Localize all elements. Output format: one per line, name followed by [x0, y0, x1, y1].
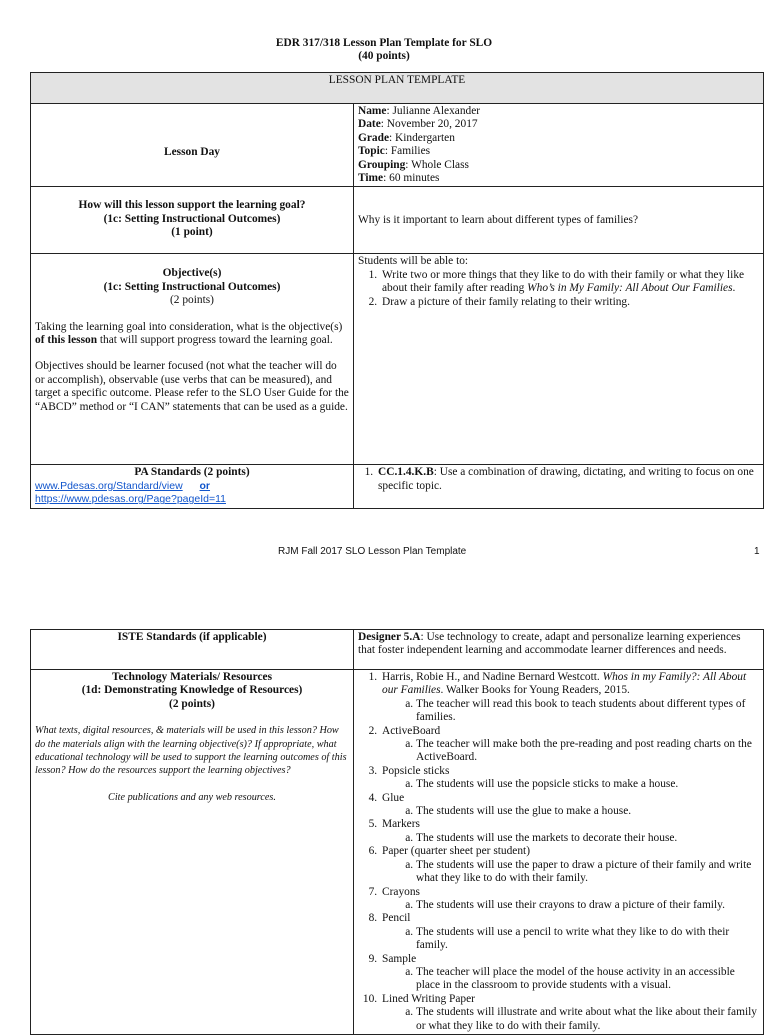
resource-item: 9. Sample a. The teacher will place the model of the house activity in an accessible place in the classroom to provide students with a visual. [380, 953, 759, 993]
lesson-day-label [31, 104, 354, 187]
pa-standards-label-cell [31, 465, 354, 509]
time-line: Time: 60 minutes [358, 172, 440, 185]
iste-label: ISTE Standards (if applicable) [117, 631, 267, 643]
pa-standards-title: PA Standards (2 points) [134, 466, 250, 479]
pa-standards-list [358, 466, 759, 493]
resource-usage: a. The students will use the glue to make a house. [416, 805, 759, 818]
topic-line: Topic: Families [358, 145, 431, 158]
resource-item: 1. Harris, Robie H., and Nadine Bernard Westcott. Whos in my Family?: All About our Families. Walker Books for Young Readers, 2015. a. The teacher will read this book to teach students about different types of families. [380, 671, 759, 725]
objective-item: 2. Draw a picture of their family relating to their writing. [380, 296, 759, 309]
resource-item: 3. Popsicle sticks a. The students will use the popsicle sticks to make a house. [380, 765, 759, 792]
resources-list [358, 671, 759, 1033]
resource-sublist [382, 859, 759, 886]
name-line: Name: Julianne Alexander [358, 105, 481, 117]
pa-standard-item: 1. CC.1.4.K.B: Use a combination of drawing, dictating, and writing to focus on one specific topic. [376, 466, 759, 493]
document-points: (40 points) [358, 50, 410, 62]
resource-item: 10. Lined Writing Paper a. The students will illustrate and write about what the like about their family or what they like to do with their family. [380, 993, 759, 1033]
resource-sublist [382, 899, 759, 912]
resource-usage: a. The teacher will place the model of the house activity in an accessible place in the classroom to provide students with a visual. [416, 966, 759, 993]
resource-item: 2. ActiveBoard a. The teacher will make both the pre-reading and post reading charts on the ActiveBoard. [380, 725, 759, 765]
iste-text: : Use technology to create, adapt and personalize learning experiences that foster independent learning and accommodate learner differences and needs. [358, 631, 741, 657]
objectives-title: Objective(s) [162, 267, 222, 280]
date-line: Date: November 20, 2017 [358, 118, 478, 131]
objectives-guidance: Objectives should be learner focused (not what the teacher will do or accomplish), observable (use verbs that can be measured), and target a specific outcome. Please refer to the SLO User Guide for the “ABCD” method or “I CAN” statements that can be used as a guide. [35, 360, 349, 413]
resource-item: 4. Glue a. The students will use the glue to make a house. [380, 792, 759, 819]
or-text: or [199, 479, 211, 492]
learning-goal-label [31, 187, 354, 254]
page-number: 1 [754, 546, 760, 557]
learning-goal-points: (1 point) [171, 226, 213, 239]
learning-goal-answer [354, 187, 764, 254]
iste-content-cell [354, 630, 764, 670]
resource-item: 7. Crayons a. The students will use their crayons to draw a picture of their family. [380, 886, 759, 913]
resource-sublist [382, 926, 759, 953]
objectives-subtitle: (1c: Setting Instructional Outcomes) [103, 280, 281, 293]
resource-sublist [382, 698, 759, 725]
pdesas-page-link[interactable]: https://www.pdesas.org/Page?pageId=11 [35, 493, 226, 506]
tech-label-cell [31, 670, 354, 1035]
objectives-instructions: Taking the learning goal into consideration, what is the objective(s) of this lesson that will support progress toward the learning goal. [35, 320, 343, 347]
resource-sublist [382, 966, 759, 993]
grade-line: Grade: Kindergarten [358, 131, 455, 144]
resource-usage: a. The students will use the markets to decorate their house. [416, 832, 759, 845]
resource-sublist [382, 1006, 759, 1033]
page-footer: RJM Fall 2017 SLO Lesson Plan Template [278, 546, 467, 557]
objective-item: 1. Write two or more things that they like to do with their family or what they like about their family after reading Who’s in My Family: All About Our Families. [380, 269, 759, 296]
objectives-intro: Students will be able to: [358, 255, 469, 268]
resource-sublist [382, 778, 759, 791]
lesson-plan-table [30, 72, 764, 509]
resource-usage: a. The students will use their crayons to draw a picture of their family. [416, 899, 759, 912]
objectives-points: (2 points) [170, 294, 214, 307]
resource-item: 6. Paper (quarter sheet per student) a. The students will use the paper to draw a picture of their family and write what they like to do with their family. [380, 845, 759, 885]
resource-sublist [382, 832, 759, 845]
resource-usage: a. The students will use a pencil to write what they like to do with their family. [416, 926, 759, 953]
resource-sublist [382, 738, 759, 765]
resources-table [30, 629, 764, 1035]
learning-goal-answer-text: Why is it important to learn about different types of families? [358, 213, 639, 226]
lesson-plan-header [31, 73, 764, 104]
resource-usage: a. The teacher will read this book to teach students about different types of families. [416, 698, 759, 725]
resource-usage: a. The teacher will make both the pre-reading and post reading charts on the ActiveBoard. [416, 738, 759, 765]
resource-usage: a. The students will illustrate and write about what the like about their family or what they like to do with their family. [416, 1006, 759, 1033]
iste-code: Designer 5.A [358, 631, 421, 643]
learning-goal-subtitle: (1c: Setting Instructional Outcomes) [103, 212, 281, 225]
resource-item: 8. Pencil a. The students will use a pencil to write what they like to do with their family. [380, 912, 759, 952]
lesson-day-text: Lesson Day [163, 146, 220, 158]
learning-goal-question: How will this lesson support the learning goal? [78, 199, 306, 212]
resource-sublist [382, 805, 759, 818]
resource-item: 5. Markers a. The students will use the markets to decorate their house. [380, 818, 759, 845]
pdesas-standard-link[interactable]: www.Pdesas.org/Standard/view [35, 479, 183, 492]
tech-points: (2 points) [169, 697, 215, 710]
objectives-label-cell [31, 254, 354, 465]
lesson-info-cell [354, 104, 764, 187]
tech-description: What texts, digital resources, & materials will be used in this lesson? How do the materials align with the learning objective(s)? If appropriate, what educational technology will be used to support the learning outcomes of this lesson? How do the resources support the learning objectives? [35, 725, 347, 777]
objectives-content-cell [354, 254, 764, 465]
grouping-line: Grouping: Whole Class [358, 158, 469, 171]
tech-cite-note: Cite publications and any web resources. [108, 791, 276, 803]
iste-label-cell [31, 630, 354, 670]
lesson-plan-header-text: LESSON PLAN TEMPLATE [328, 74, 466, 86]
objectives-list [358, 269, 759, 309]
resource-usage: a. The students will use the paper to draw a picture of their family and write what they like to do with their family. [416, 859, 759, 886]
tech-subtitle: (1d: Demonstrating Knowledge of Resources) [81, 684, 303, 697]
document-title: EDR 317/318 Lesson Plan Template for SLO [275, 37, 493, 49]
resource-usage: a. The students will use the popsicle sticks to make a house. [416, 778, 759, 791]
pa-standards-content-cell [354, 465, 764, 509]
tech-content-cell [354, 670, 764, 1035]
tech-title: Technology Materials/ Resources [111, 671, 273, 683]
